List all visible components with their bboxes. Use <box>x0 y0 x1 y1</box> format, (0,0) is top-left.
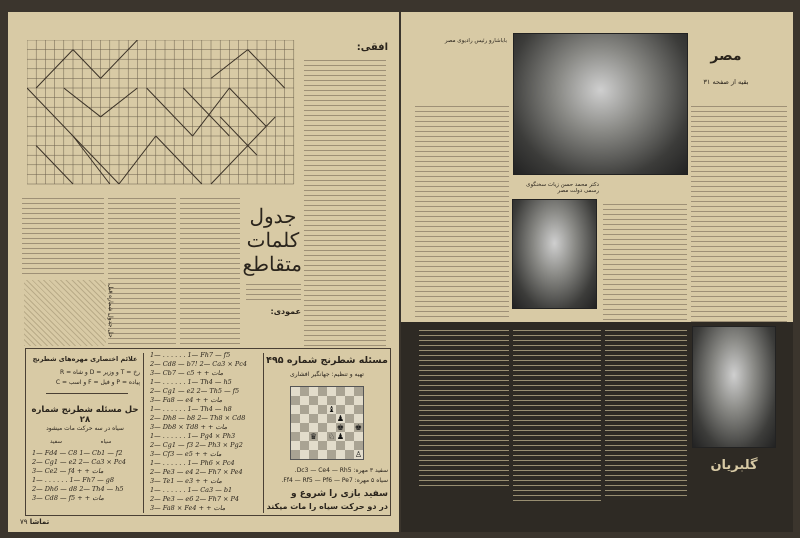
board-square <box>336 405 345 414</box>
clues-col-3 <box>22 196 104 276</box>
board-square <box>291 432 300 441</box>
board-square <box>327 450 336 459</box>
board-square <box>345 387 354 396</box>
move-line: 1— Fd4 — C8 1— Cb1 — f2 <box>32 449 123 457</box>
solution-title: حل مسئله شطرنج شماره ۲۸ <box>31 405 139 425</box>
down-label: عمودی: <box>270 307 301 316</box>
solution-subtitle: سیاه در سه حرکت مات میشود <box>46 425 124 432</box>
board-square <box>300 405 309 414</box>
page-number: ۷۹ <box>20 518 28 526</box>
caption-2: دکتر محمد حسن زیات سخنگوی رسمی دولت مصر <box>526 182 599 194</box>
crossword-grid[interactable] <box>27 40 297 185</box>
move-line: 1— . . . . . . 1— Ph6 × Pc4 <box>150 459 235 467</box>
board-square <box>327 387 336 396</box>
profile-text-col1 <box>419 328 509 488</box>
board-square <box>318 396 327 405</box>
down-clues-2 <box>108 196 176 346</box>
board-square <box>300 423 309 432</box>
board-square <box>327 414 336 423</box>
board-square <box>318 414 327 423</box>
board-square <box>300 432 309 441</box>
magazine-logo: تماشا <box>29 518 50 526</box>
board-square <box>318 432 327 441</box>
move-line: 2— Dh8 — b8 2— Th8 × Cd8 <box>150 414 246 422</box>
board-square: ♚ <box>336 423 345 432</box>
board-square <box>327 441 336 450</box>
board-square: ♝ <box>327 405 336 414</box>
board-square <box>300 450 309 459</box>
problem-black: سیاه ۵ مهره: Ff4 — Rf5 — Pf6 — Pe7. <box>281 477 388 484</box>
board-square <box>300 414 309 423</box>
caption-1: باباشارو رئیس رادیوی مصر <box>444 38 507 44</box>
chess-section <box>25 348 391 516</box>
board-square <box>309 441 318 450</box>
board-square <box>327 396 336 405</box>
board-square <box>336 396 345 405</box>
board-square <box>291 450 300 459</box>
across-clues <box>304 58 386 348</box>
problem-white: سفید ۳ مهره: Dc3 — Ce4 — Rh5. <box>294 467 388 474</box>
move-line: 3— Fa8 — e4 + + مات <box>150 396 223 404</box>
move-line: 2— Pe3 — e6 2— Fh7 × P4 <box>150 495 240 503</box>
down-clues <box>180 196 240 346</box>
move-line: 1— . . . . . . 1— Th4 — h8 <box>150 405 232 413</box>
legend-line: پیاده = P و فیل = F و اسب = C <box>55 379 140 386</box>
profile-text-col2 <box>513 328 601 503</box>
clue-text <box>246 282 301 304</box>
photo-golbarian <box>692 326 776 448</box>
move-line: 2— Pe3 — e4 2— Fh7 × Pe4 <box>150 468 243 476</box>
board-square <box>309 450 318 459</box>
board-square <box>345 414 354 423</box>
board-square <box>354 405 363 414</box>
board-square <box>300 387 309 396</box>
article-text-middle <box>603 202 687 320</box>
board-square <box>327 423 336 432</box>
move-line: 2— Cg1 — f3 2— Ph3 × Pg2 <box>150 441 243 449</box>
problem-task: سفید بازی را شروع و <box>291 489 388 499</box>
move-line: 1— . . . . . . 1— Th4 — h5 <box>150 378 232 386</box>
board-square <box>345 441 354 450</box>
right-page <box>401 12 793 532</box>
board-square <box>336 441 345 450</box>
profile-text-col3 <box>605 328 687 498</box>
board-square <box>318 423 327 432</box>
move-line: 2— Cg1 — e2 2— Ca3 × Pc4 <box>32 458 127 466</box>
board-square <box>345 450 354 459</box>
board-square: ♛ <box>309 432 318 441</box>
board-square <box>354 432 363 441</box>
board-square <box>309 423 318 432</box>
board-square <box>318 450 327 459</box>
crossword-diagonal <box>73 50 101 79</box>
previous-solution-grid <box>24 280 106 346</box>
across-label: افقی: <box>356 42 388 53</box>
board-square: ♙ <box>354 450 363 459</box>
continued-label: بقیه از صفحه ۳۱ <box>703 78 749 86</box>
move-line: 3— Te1 — e3 + + مات <box>150 477 222 485</box>
article-text-right <box>691 104 787 322</box>
board-square <box>318 405 327 414</box>
problem-author: تهیه و تنظیم: جهانگیر افشاری <box>290 371 364 378</box>
legend-title: علائم اختصاری مهره‌های شطرنج <box>32 355 138 363</box>
board-square <box>300 441 309 450</box>
profile-section <box>401 322 793 532</box>
white-label: سفید <box>50 439 62 445</box>
move-line: 3— Cf3 — e5 + + مات <box>150 450 222 458</box>
board-square <box>345 405 354 414</box>
move-line: 2— Dh6 — d8 2— Th4 — h5 <box>32 485 124 493</box>
problem-title: مسئله شطرنج شماره ۴۹۵ <box>266 355 388 366</box>
left-page <box>8 12 399 532</box>
photo-man-phone <box>513 33 688 175</box>
crossword-diagonal <box>147 88 193 136</box>
board-square <box>318 387 327 396</box>
move-line: 3— Cd8 — f5 + + مات <box>32 494 104 502</box>
article-text-left <box>415 104 509 320</box>
board-square <box>354 414 363 423</box>
board-square <box>291 441 300 450</box>
move-line: 2— Cg1 — e2 2— Th5 — f5 <box>150 387 240 395</box>
board-square <box>291 396 300 405</box>
chess-board <box>290 386 364 460</box>
board-square <box>300 396 309 405</box>
photo-official <box>512 199 597 309</box>
board-square <box>336 450 345 459</box>
article-title: مصر <box>710 48 742 64</box>
board-square <box>354 441 363 450</box>
board-square <box>291 387 300 396</box>
crossword-diagonal <box>156 136 202 184</box>
board-square <box>309 387 318 396</box>
profile-name: گلبریان <box>710 458 758 473</box>
board-square <box>345 432 354 441</box>
crossword-diagonal <box>183 88 229 136</box>
board-square: ♟ <box>336 432 345 441</box>
legend-line: رخ = T و وزیر = D و شاه = R <box>60 369 140 376</box>
move-line: 1— . . . . . . 1— Fh7 — g8 <box>32 476 114 484</box>
board-square <box>345 396 354 405</box>
board-square <box>318 441 327 450</box>
board-square <box>309 414 318 423</box>
move-line: 1— . . . . . . 1— Ca3 — b1 <box>150 486 233 494</box>
board-square <box>309 396 318 405</box>
board-square <box>336 387 345 396</box>
board-square: ♟ <box>336 414 345 423</box>
black-label: سیاه <box>100 439 112 445</box>
move-line: 3— Cb7 — c5 + + مات <box>150 369 224 377</box>
move-line: 3— Db8 × Td8 + + مات <box>150 423 228 431</box>
board-square <box>291 414 300 423</box>
previous-solution-label: حل جدول شماره قبل <box>107 284 114 338</box>
solution-moves <box>32 449 126 503</box>
board-square <box>354 387 363 396</box>
board-square <box>291 423 300 432</box>
board-square <box>291 405 300 414</box>
board-square <box>345 423 354 432</box>
board-square: ♘ <box>327 432 336 441</box>
crossword-title: جدول کلمات متقاطع <box>242 204 302 276</box>
board-square: ♚ <box>354 423 363 432</box>
move-line: 2— Cd8 — b7! 2— Ca3 × Pc4 <box>150 360 247 368</box>
board-square <box>354 396 363 405</box>
move-line: 3— Ce2 — f4 + + مات <box>32 467 104 475</box>
page-footer <box>20 518 49 526</box>
move-line: 1— . . . . . . 1— Pg4 × Ph3 <box>150 432 236 440</box>
board-square <box>309 405 318 414</box>
move-line: 3— Fa8 × Fe4 + + مات <box>150 504 226 512</box>
problem-task: در دو حرکت سیاه را مات میکند <box>266 502 388 511</box>
variation-moves <box>150 351 247 513</box>
move-line: 1— . . . . . . 1— Fh7 — f5 <box>150 351 231 359</box>
